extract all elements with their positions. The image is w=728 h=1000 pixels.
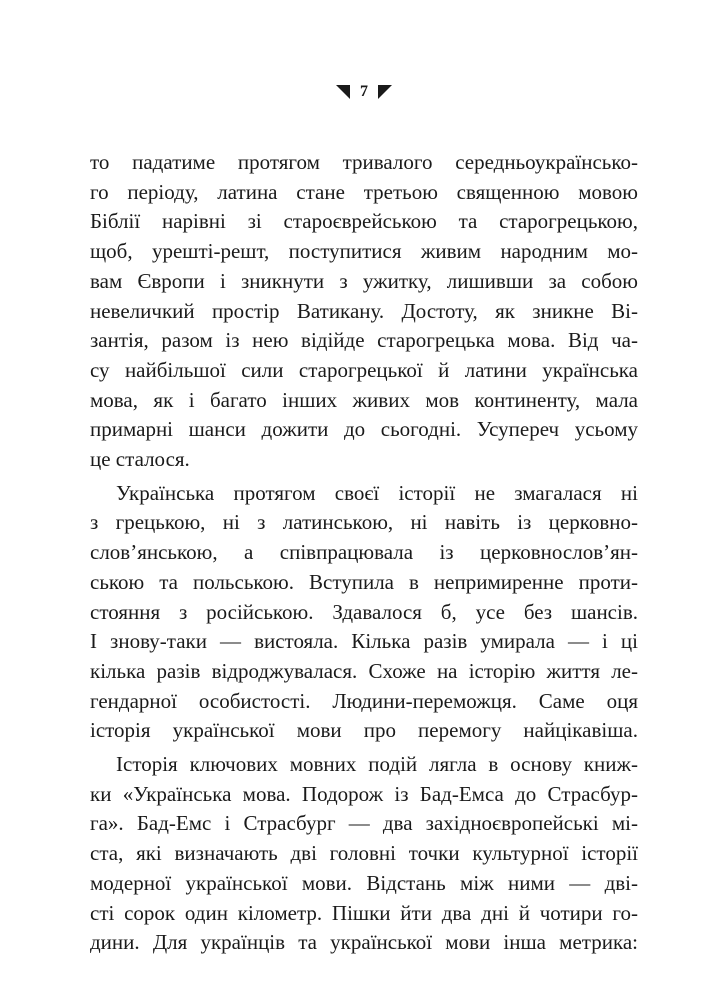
- text-line: зантія, разом із нею відійде старогрецька мова. Від ча-: [90, 328, 638, 353]
- text-line: су найбільшої сили старогрецької й латини українська: [90, 357, 638, 382]
- text-line: ста, які визначають дві головні точки культурної історії: [90, 841, 638, 866]
- text-line: слов’янською, а співпрацювала із церковнослов’ян-: [90, 540, 638, 565]
- text-line: Історія ключових мовних подій лягла в основу книж-: [116, 752, 638, 777]
- text-line: І знову-таки — вистояла. Кілька разів умирала — і ці: [90, 629, 638, 654]
- text-line: мова, як і багато інших живих мов континенту, мала: [90, 387, 638, 412]
- text-line: модерної української мови. Відстань між ними — дві-: [90, 870, 638, 895]
- text-line: невеличкий простір Ватикану. Достоту, як зникне Ві-: [90, 298, 638, 323]
- text-line: сті сорок один кілометр. Пішки йти два дні й чотири го-: [90, 900, 638, 925]
- text-line: го періоду, латина стане третьою священною мовою: [90, 179, 638, 204]
- page-header: [0, 84, 728, 100]
- paragraph: [90, 479, 638, 746]
- text-line: вам Європи і зникнути з ужитку, лишивши за собою: [90, 268, 638, 293]
- text-line: з грецькою, ні з латинською, ні навіть із церковно-: [90, 510, 638, 535]
- corner-triangle-icon: [378, 85, 392, 99]
- text-line: історія української мови про перемогу найцікавіша.: [90, 718, 638, 743]
- text-line: ською та польською. Вступила в непримиренне проти-: [90, 569, 638, 594]
- text-line: то падатиме протягом тривалого середньоукраїнсько-: [90, 150, 638, 174]
- text-line: гендарної особистості. Людини-переможця. Саме оця: [90, 688, 638, 713]
- page-number: 7: [360, 83, 368, 100]
- text-line: кілька разів відроджувалася. Схоже на історію життя ле-: [90, 658, 638, 683]
- text-line: примарні шанси дожити до сьогодні. Усупереч усьому: [90, 417, 638, 442]
- paragraph: [90, 148, 638, 475]
- text-line: Українська протягом своєї історії не змагалася ні: [116, 480, 638, 505]
- paragraph: [90, 750, 638, 958]
- text-line: щоб, урешті-решт, поступитися живим народним мо-: [90, 239, 638, 264]
- text-line: Біблії нарівні зі староєврейською та старогрецькою,: [90, 209, 638, 234]
- text-line: дини. Для українців та української мови інша метрика:: [90, 930, 638, 955]
- text-line: га». Бад-Емс і Страсбург — два західноєвропейські мі-: [90, 811, 638, 836]
- text-line: стояння з російською. Здавалося б, усе без шансів.: [90, 599, 638, 624]
- text-line: ки «Українська мова. Подорож із Бад-Емса до Страсбур-: [90, 781, 638, 806]
- body-text: [90, 148, 638, 958]
- corner-triangle-icon: [336, 85, 350, 99]
- text-line: це сталося.: [90, 447, 190, 472]
